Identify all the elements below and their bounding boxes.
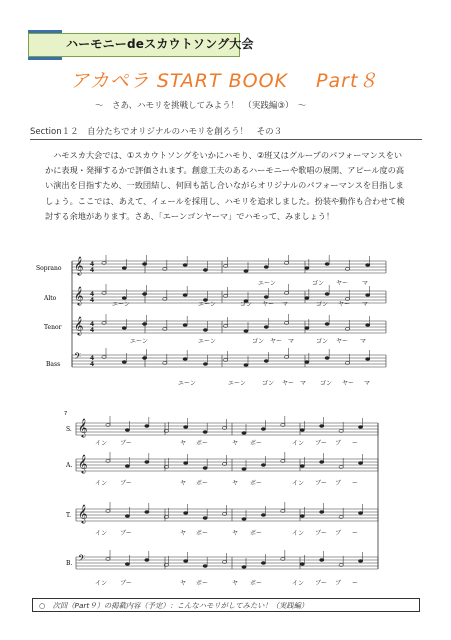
part-label-alto: Alto	[44, 295, 57, 302]
lyric-t: ボー	[196, 530, 209, 537]
lyric-s: ブー	[315, 440, 327, 447]
staff-2-3	[76, 550, 378, 569]
lyric-a: イン	[292, 480, 305, 487]
note	[264, 266, 268, 269]
note	[145, 425, 149, 428]
lyric-bass: エーン	[178, 380, 196, 387]
note	[183, 294, 187, 297]
note	[305, 297, 309, 300]
note	[184, 512, 188, 515]
note	[184, 426, 188, 429]
note	[366, 358, 370, 361]
lyric-soprano: エーン	[258, 280, 276, 287]
lyric-a: ブ	[335, 480, 342, 487]
score-staves-1	[72, 255, 386, 368]
staff-1-0	[72, 255, 386, 273]
note	[122, 267, 126, 270]
lyric-soprano: ゴン	[312, 280, 325, 287]
note	[184, 560, 188, 563]
part-label-s: S.	[66, 426, 72, 433]
note	[320, 559, 324, 562]
note	[242, 518, 246, 521]
note	[261, 514, 265, 517]
note	[122, 361, 126, 364]
lyric-tenor: ゴン	[316, 338, 329, 345]
lyric-alto: エーン	[198, 301, 216, 308]
time-signature-bottom: 4	[90, 361, 95, 368]
note	[244, 364, 248, 367]
treble-clef: 𝄞	[74, 316, 84, 335]
time-signature-top: 4	[90, 321, 95, 328]
lyric-b: ブー	[120, 580, 132, 587]
note	[366, 264, 370, 267]
lyric-bass: ヤー	[282, 380, 295, 387]
lyric-b: ブー	[315, 580, 327, 587]
note	[320, 461, 324, 464]
treble-clef: 𝄞	[74, 286, 84, 305]
note	[183, 264, 187, 267]
title-text: アカペラ START BOOK	[70, 70, 289, 92]
lyric-bass: マ	[364, 380, 371, 387]
lyric-alto: マ	[282, 301, 289, 308]
part-label-a: A.	[66, 462, 73, 469]
lyric-a: イン	[95, 480, 108, 487]
lyric-b: ー	[352, 580, 359, 587]
note	[142, 323, 146, 326]
note	[184, 462, 188, 465]
lyric-s: ブー	[120, 440, 132, 447]
note	[203, 565, 207, 568]
note	[366, 324, 370, 327]
lyric-t: ブー	[315, 530, 327, 537]
note	[203, 363, 207, 366]
lyric-t: イン	[95, 530, 108, 537]
note	[366, 294, 370, 297]
part-label-soprano: Soprano	[36, 265, 62, 272]
note	[325, 263, 329, 266]
lyric-t: ブ	[335, 530, 342, 537]
lyric-alto: ゴン	[316, 301, 329, 308]
note	[203, 269, 207, 272]
note	[203, 329, 207, 332]
lyric-s: ヤ	[180, 440, 187, 447]
staff-1-2	[72, 314, 386, 333]
note	[125, 429, 129, 432]
time-signature-bottom: 4	[90, 267, 95, 274]
lyric-s: ボー	[196, 440, 209, 447]
note	[203, 431, 207, 434]
note	[320, 425, 324, 428]
note	[320, 511, 324, 514]
treble-clef: 𝄞	[74, 256, 84, 275]
lyric-t: ー	[352, 530, 359, 537]
treble-clef: 𝄞	[78, 418, 88, 437]
time-signature-top: 4	[90, 355, 95, 362]
note	[244, 270, 248, 273]
lyric-bass: ヤー	[342, 380, 355, 387]
note	[261, 428, 265, 431]
lyric-a: ー	[352, 480, 359, 487]
note	[325, 323, 329, 326]
lyric-b: ヤ	[180, 580, 187, 587]
part-label-t: T.	[66, 512, 72, 519]
note	[183, 324, 187, 327]
lyric-t: ヤ	[180, 530, 187, 537]
note	[300, 465, 304, 468]
measure-number: 7	[64, 411, 68, 417]
note	[142, 263, 146, 266]
note	[261, 464, 265, 467]
note	[264, 326, 268, 329]
lyric-t: ヤ	[232, 530, 239, 537]
lyric-a: ボー	[196, 480, 209, 487]
lyrics-system-1	[112, 280, 370, 387]
lyric-a: ヤ	[180, 480, 187, 487]
note	[122, 327, 126, 330]
note	[358, 462, 362, 465]
lyric-a: ヤ	[232, 480, 239, 487]
time-signature-bottom: 4	[90, 327, 95, 334]
lyric-a: ブー	[315, 480, 327, 487]
note	[358, 426, 362, 429]
note	[300, 563, 304, 566]
title-part: Part８	[316, 70, 379, 92]
lyric-tenor: ヤー	[336, 338, 349, 345]
note	[242, 432, 246, 435]
lyric-tenor: エーン	[130, 338, 148, 345]
note	[125, 515, 129, 518]
note	[145, 559, 149, 562]
lyric-b: イン	[95, 580, 108, 587]
staff-2-0	[76, 416, 378, 435]
score-system-2	[0, 405, 451, 595]
lyric-s: ー	[352, 440, 359, 447]
treble-clef: 𝄞	[78, 454, 88, 473]
lyric-bass: ゴン	[262, 380, 275, 387]
note	[305, 327, 309, 330]
note	[242, 468, 246, 471]
time-signature-top: 4	[90, 261, 95, 268]
lyric-tenor: エーン	[198, 338, 216, 345]
note	[145, 511, 149, 514]
lyric-bass: マ	[300, 380, 307, 387]
staff-2-1	[76, 452, 378, 471]
score-system-1	[0, 255, 451, 400]
page-title	[70, 66, 378, 93]
time-signature-bottom: 4	[90, 297, 95, 304]
note	[125, 563, 129, 566]
lyric-soprano: ヤー	[336, 280, 349, 287]
lyric-b: イン	[292, 580, 305, 587]
lyric-b: ボー	[250, 580, 263, 587]
lyric-tenor: ヤー	[270, 338, 283, 345]
lyric-alto: マ	[362, 301, 369, 308]
time-signature-top: 4	[90, 291, 95, 298]
lyric-a: ボー	[250, 480, 263, 487]
note	[142, 357, 146, 360]
staff-2-2	[76, 502, 378, 521]
lyric-t: ボー	[250, 530, 263, 537]
lyric-b: ブ	[335, 580, 342, 587]
lyric-alto: エーン	[112, 301, 130, 308]
note	[145, 461, 149, 464]
body-paragraph: ハモスカ大会では、①スカウトソングをいかにハモり、②班又はグループのパフォーマンスをいかに表現・発揮するかで評価されます。創意工夫のあるハーモニーや歌唱の展開、アピール度の高い演出を目指すため、一致団結し、何回も話し合いながらオリジナルのパフォーマンスを目指しましょう。ここでは、あえて、イェールを採用し、ハモリを追求しました。扮装や動作も合わせて検討する余地があります。さあ、「エーンゴンヤーマ」でハモって、みましょう！	[45, 150, 405, 221]
lyric-tenor: マ	[360, 338, 367, 345]
lyric-alto: ゴン	[240, 301, 253, 308]
note	[264, 296, 268, 299]
section-heading: Section１２ 自分たちでオリジナルのハモリを創ろう！ その３	[30, 125, 422, 140]
lyric-alto: ヤー	[262, 301, 275, 308]
lyric-s: イン	[95, 440, 108, 447]
next-issue-note: ○ 次回（Part９）の掲載内容（予定）：こんなハモリがしてみたい！（実践編）	[32, 598, 420, 612]
lyric-s: ボー	[250, 440, 263, 447]
note	[183, 358, 187, 361]
score-staves-2	[76, 416, 378, 569]
lyric-bass: エーン	[228, 380, 246, 387]
treble-clef: 𝄞	[78, 504, 88, 523]
note	[358, 560, 362, 563]
bass-clef: 𝄢	[78, 553, 86, 566]
bass-clef: 𝄢	[74, 351, 82, 364]
note	[305, 267, 309, 270]
note	[325, 357, 329, 360]
logo-text: ハーモニーdeスカウトソング大会	[66, 37, 254, 51]
lyric-b: ヤ	[232, 580, 239, 587]
lyric-s: ブ	[335, 440, 342, 447]
part-label-bass: Bass	[46, 361, 61, 368]
lyric-bass: ゴン	[320, 380, 333, 387]
note	[244, 330, 248, 333]
note	[300, 429, 304, 432]
note	[142, 293, 146, 296]
note	[264, 360, 268, 363]
part-label-b: B.	[66, 560, 73, 567]
lyric-alto: ヤー	[338, 301, 351, 308]
lyric-tenor: ゴン	[252, 338, 265, 345]
note	[358, 512, 362, 515]
note	[242, 566, 246, 569]
note	[305, 361, 309, 364]
lyric-soprano: マ	[362, 280, 369, 287]
note	[203, 467, 207, 470]
page-subtitle: ～ さあ、ハモリを挑戦してみよう！ （実践編③） ～	[95, 101, 307, 111]
lyric-t: イン	[292, 530, 305, 537]
lyric-t: ブー	[120, 530, 132, 537]
lyric-s: イン	[292, 440, 305, 447]
lyric-tenor: マ	[288, 338, 295, 345]
staff-1-3	[72, 348, 386, 367]
lyric-s: ヤ	[232, 440, 239, 447]
lyric-a: ブー	[120, 480, 132, 487]
note	[125, 465, 129, 468]
note	[203, 517, 207, 520]
lyric-b: ボー	[196, 580, 209, 587]
note	[325, 293, 329, 296]
part-label-tenor: Tenor	[44, 324, 62, 331]
note	[300, 515, 304, 518]
note	[261, 562, 265, 565]
note	[122, 297, 126, 300]
